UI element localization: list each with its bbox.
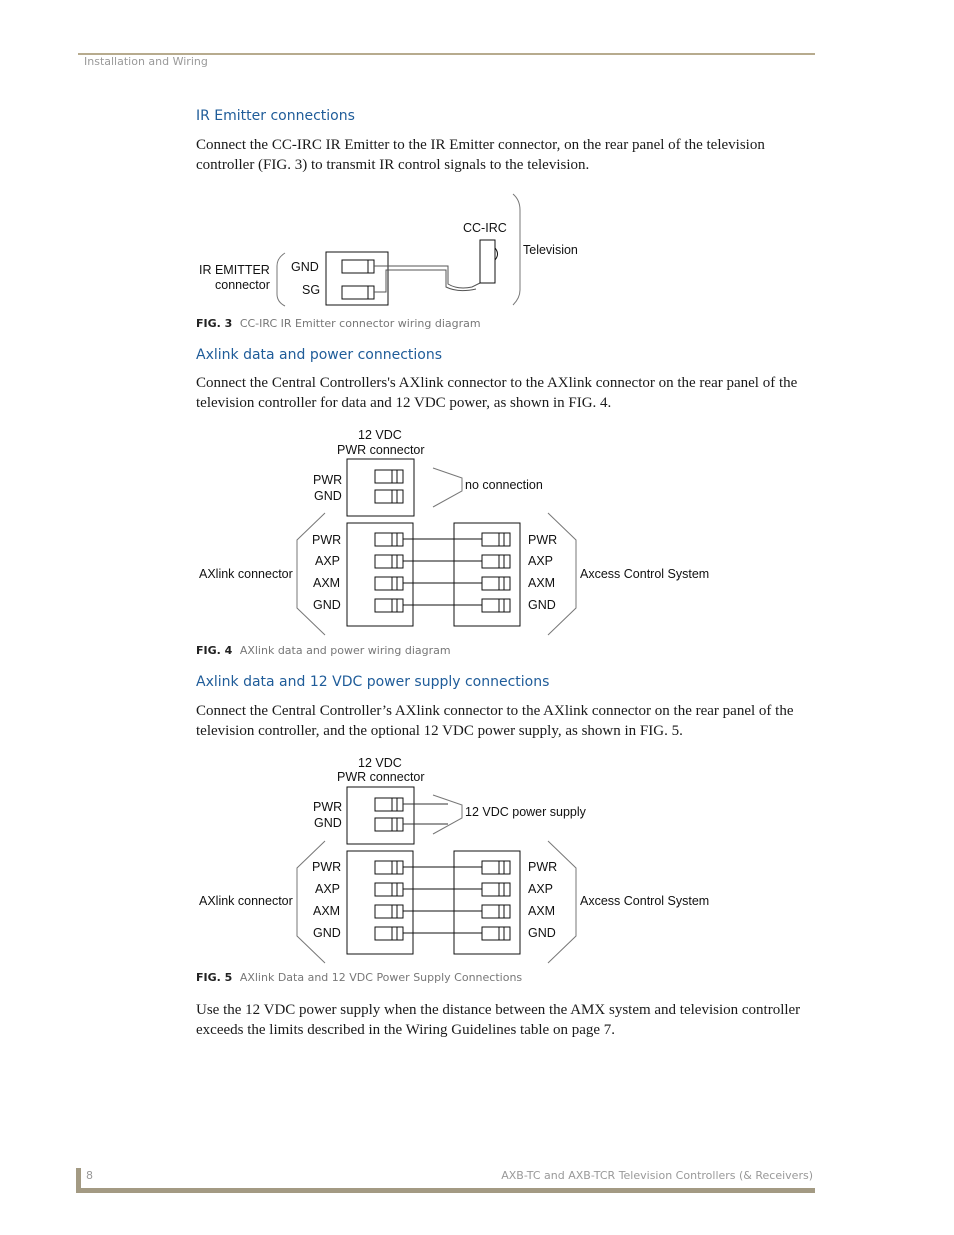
fig5-right-pin-3: AXM bbox=[528, 904, 556, 918]
fig3-left-bracket bbox=[277, 253, 285, 306]
fig5-axlink-label: AXlink connector bbox=[199, 894, 293, 908]
fig4-caption-text: AXlink data and power wiring diagram bbox=[239, 644, 451, 657]
fig5-pwr-title-2: PWR connector bbox=[337, 770, 425, 784]
fig4-no-connection-bracket bbox=[433, 468, 462, 507]
fig5-wires bbox=[403, 867, 482, 933]
fig5-left-pin-1: PWR bbox=[312, 860, 342, 874]
fig5-axcess-label: Axcess Control System bbox=[580, 894, 710, 908]
fig4-pwr-connector-box bbox=[347, 459, 414, 516]
fig4-number: FIG. 4 bbox=[196, 644, 233, 657]
fig3-terminal-2 bbox=[342, 286, 374, 299]
fig5-right-pin-2: AXP bbox=[528, 882, 554, 896]
fig3-number: FIG. 3 bbox=[196, 317, 233, 330]
fig5-terminals bbox=[375, 861, 510, 940]
axlink-12vdc-heading: Axlink data and 12 VDC power supply connections bbox=[196, 674, 550, 690]
fig4-caption bbox=[196, 644, 451, 657]
fig4-left-pin-3: AXM bbox=[313, 576, 341, 590]
fig4-axcess-label: Axcess Control System bbox=[580, 567, 710, 581]
fig3-cable-sg bbox=[374, 270, 476, 292]
axlink-12vdc-paragraph: Connect the Central Controller’s AXlink connector to the AXlink connector on the rear panel of the television controller, and the optional 12 VDC power supply, as shown in FIG. 5. bbox=[196, 703, 794, 739]
fig3-caption bbox=[196, 317, 481, 330]
fig3-connector-label-1: IR EMITTER bbox=[199, 263, 270, 277]
fig5-left-pin-3: AXM bbox=[313, 904, 341, 918]
ir-emitter-paragraph: Connect the CC-IRC IR Emitter to the IR Emitter connector, on the rear panel of the television controller (FIG. 3) to transmit IR control signals to the television. bbox=[196, 137, 765, 173]
page-number: 8 bbox=[86, 1169, 93, 1182]
fig3-television-label: Television bbox=[523, 243, 578, 257]
fig4-pwr-pin-gnd: GND bbox=[314, 489, 342, 503]
fig4-left-pin-1: PWR bbox=[312, 533, 342, 547]
footer-doc-title: AXB-TC and AXB-TCR Television Controllers (& Receivers) bbox=[501, 1169, 813, 1182]
fig3-cable-gnd bbox=[374, 266, 480, 288]
fig5-pwr-connector-box bbox=[347, 787, 414, 844]
axlink-heading: Axlink data and power connections bbox=[196, 347, 442, 363]
fig4-left-pin-2: AXP bbox=[315, 554, 341, 568]
fig5-right-pin-4: GND bbox=[528, 926, 556, 940]
fig3-emitter-label: CC-IRC bbox=[463, 221, 507, 235]
ir-emitter-heading: IR Emitter connections bbox=[196, 108, 355, 124]
fig3-pin-sg: SG bbox=[302, 283, 321, 297]
fig4-right-pin-1: PWR bbox=[528, 533, 558, 547]
fig3-diagram bbox=[199, 194, 578, 306]
fig3-caption-text: CC-IRC IR Emitter connector wiring diagram bbox=[239, 317, 481, 330]
fig4-axlink-label: AXlink connector bbox=[199, 567, 293, 581]
fig5-left-pin-2: AXP bbox=[315, 882, 341, 896]
fig4-pwr-title-2: PWR connector bbox=[337, 443, 425, 457]
fig3-pin-gnd: GND bbox=[291, 260, 319, 274]
fig5-right-pin-1: PWR bbox=[528, 860, 558, 874]
fig3-terminal-1 bbox=[342, 260, 374, 273]
fig5-pwr-pin-gnd: GND bbox=[314, 816, 342, 830]
closing-paragraph: Use the 12 VDC power supply when the distance between the AMX system and television controller exceeds the limits described in the Wiring Guidelines table on page 7. bbox=[196, 1002, 801, 1038]
fig5-pwr-pin-pwr: PWR bbox=[313, 800, 343, 814]
fig5-caption-text: AXlink Data and 12 VDC Power Supply Connections bbox=[239, 971, 523, 984]
axlink-paragraph: Connect the Central Controllers's AXlink connector to the AXlink connector on the rear panel of the television controller for data and 12 VDC power, as shown in FIG. 4. bbox=[196, 375, 798, 411]
fig3-emitter-body bbox=[480, 240, 495, 283]
fig5-caption bbox=[196, 971, 522, 984]
fig4-right-pin-3: AXM bbox=[528, 576, 556, 590]
fig4-diagram bbox=[199, 428, 709, 635]
fig5-power-supply-wires bbox=[403, 804, 448, 824]
fig4-right-pin-2: AXP bbox=[528, 554, 554, 568]
fig5-number: FIG. 5 bbox=[196, 971, 233, 984]
fig4-right-bracket bbox=[548, 513, 576, 635]
fig4-terminals bbox=[375, 533, 510, 612]
fig4-right-pin-4: GND bbox=[528, 598, 556, 612]
fig3-connector-label-2: connector bbox=[215, 278, 270, 292]
footer-bar bbox=[76, 1188, 815, 1193]
fig5-diagram bbox=[199, 756, 709, 963]
fig4-left-pin-4: GND bbox=[313, 598, 341, 612]
fig5-power-supply-bracket bbox=[433, 795, 462, 834]
fig5-left-pin-4: GND bbox=[313, 926, 341, 940]
running-head: Installation and Wiring bbox=[84, 55, 208, 68]
fig4-wires bbox=[403, 539, 482, 605]
fig5-power-supply-label: 12 VDC power supply bbox=[465, 805, 586, 819]
fig4-pwr-pin-pwr: PWR bbox=[313, 473, 343, 487]
fig4-no-connection-label: no connection bbox=[465, 478, 543, 492]
fig5-pwr-title-1: 12 VDC bbox=[358, 756, 402, 770]
fig3-right-bracket bbox=[513, 194, 520, 305]
fig4-pwr-title-1: 12 VDC bbox=[358, 428, 402, 442]
fig4-left-bracket bbox=[297, 513, 325, 635]
